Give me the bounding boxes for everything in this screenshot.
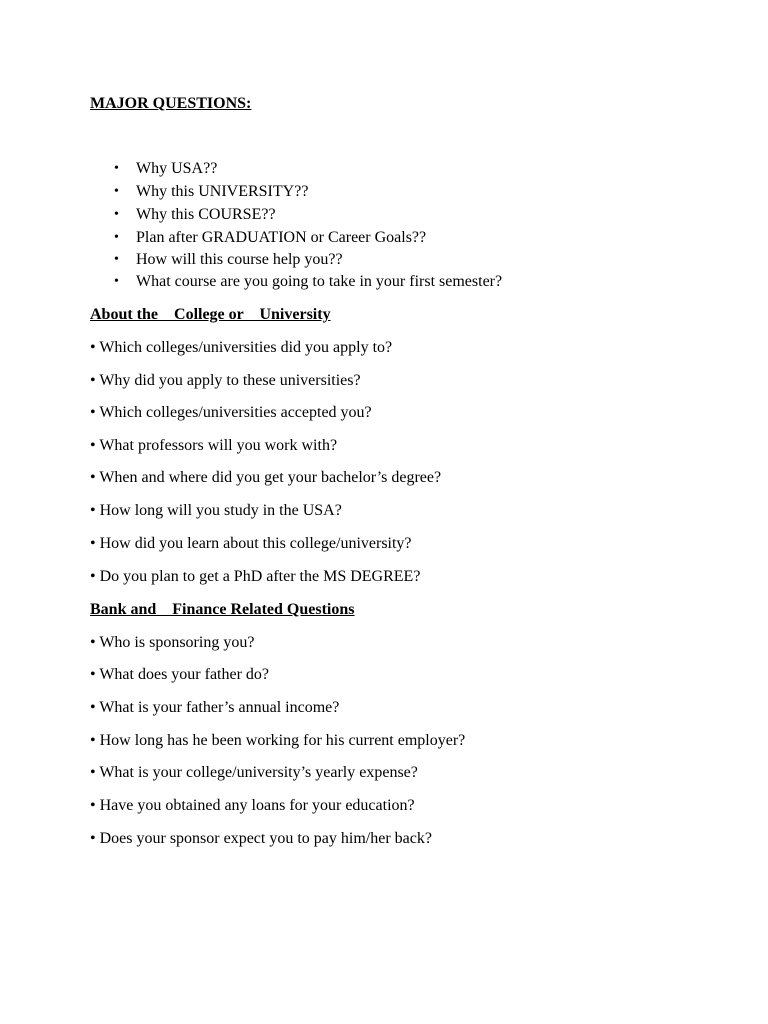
major-questions-heading: MAJOR QUESTIONS: (90, 95, 252, 112)
bullet-icon: • (114, 252, 119, 267)
finance-question: • Does your sponsor expect you to pay him/her back? (90, 830, 432, 847)
college-question: • When and where did you get your bachelor’s degree? (90, 469, 442, 486)
finance-question: • What is your father’s annual income? (90, 699, 340, 716)
bullet-icon: • (114, 207, 119, 222)
finance-question: • Who is sponsoring you? (90, 634, 255, 651)
bullet-icon: • (114, 184, 119, 199)
college-question: • What professors will you work with? (90, 437, 338, 454)
college-question: • Which colleges/universities accepted you? (90, 404, 372, 421)
college-question: • Why did you apply to these universities? (90, 372, 361, 389)
major-list-item-text: What course are you going to take in your first semester? (136, 273, 503, 290)
finance-section-heading: Bank and Finance Related Questions (90, 601, 355, 618)
bullet-icon: • (114, 230, 119, 245)
college-question: • How long will you study in the USA? (90, 502, 342, 519)
college-question: • How did you learn about this college/university? (90, 535, 412, 552)
major-list-item-text: Why USA?? (136, 160, 218, 177)
college-section-heading: About the College or University (90, 306, 331, 323)
major-list-item-text: Why this UNIVERSITY?? (136, 183, 309, 200)
major-list-item-text: How will this course help you?? (136, 251, 343, 268)
college-question: • Do you plan to get a PhD after the MS DEGREE? (90, 568, 421, 585)
finance-question: • What is your college/university’s yearly expense? (90, 764, 418, 781)
bullet-icon: • (114, 274, 119, 289)
bullet-icon: • (114, 161, 119, 176)
college-question: • Which colleges/universities did you apply to? (90, 339, 393, 356)
finance-question: • How long has he been working for his current employer? (90, 732, 466, 749)
major-list-item-text: Plan after GRADUATION or Career Goals?? (136, 229, 427, 246)
major-list-item-text: Why this COURSE?? (136, 206, 276, 223)
finance-question: • Have you obtained any loans for your education? (90, 797, 415, 814)
finance-question: • What does your father do? (90, 666, 270, 683)
